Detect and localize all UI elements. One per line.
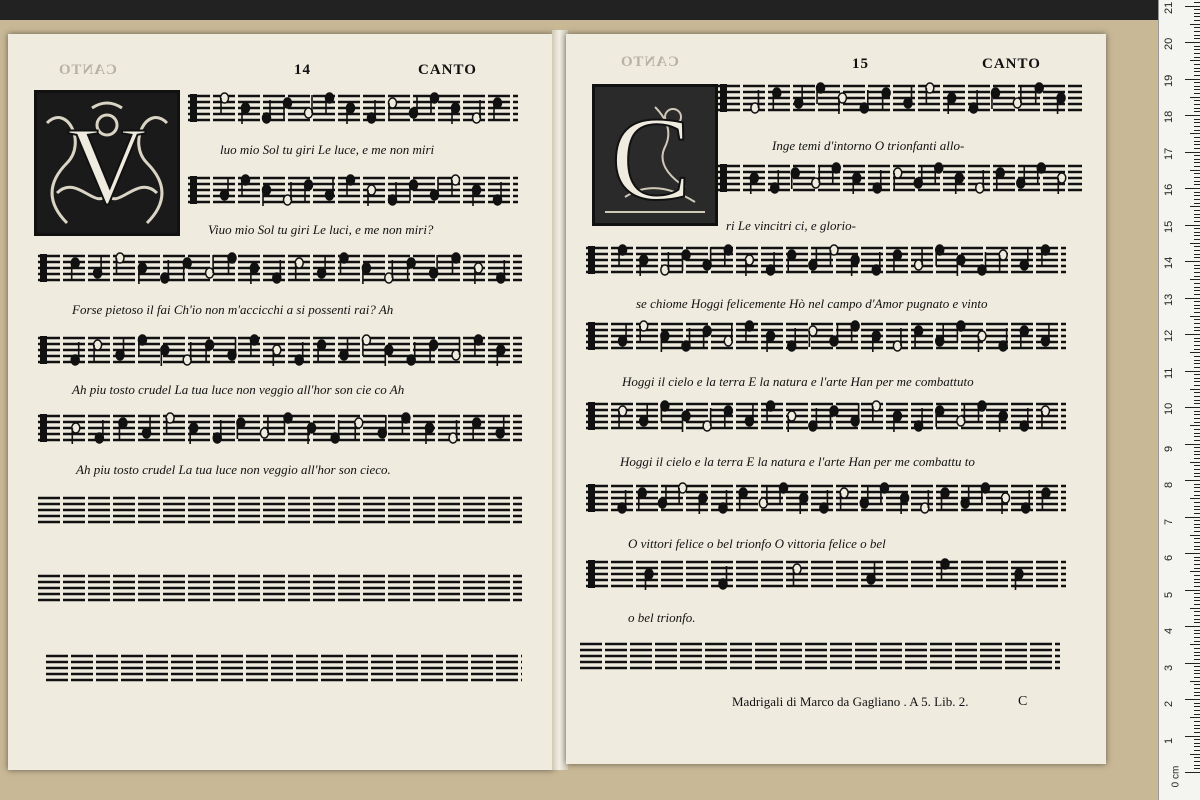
ruler-tick bbox=[1194, 491, 1200, 492]
ruler-tick bbox=[1190, 279, 1200, 280]
ruler-tick bbox=[1194, 235, 1200, 236]
ruler-tick bbox=[1194, 655, 1200, 656]
ruler-tick bbox=[1194, 593, 1200, 594]
ruler-tick bbox=[1185, 152, 1200, 153]
ruler-tick bbox=[1194, 265, 1200, 266]
ruler-tick bbox=[1194, 721, 1200, 722]
ruler-tick bbox=[1194, 582, 1200, 583]
ruler-tick bbox=[1194, 433, 1200, 434]
ruler-tick bbox=[1194, 330, 1200, 331]
ruler-tick bbox=[1185, 590, 1200, 591]
ruler-tick bbox=[1194, 93, 1200, 94]
lyric-line: ri Le vincitri ci, e glorio- bbox=[726, 218, 856, 233]
ruler-tick bbox=[1194, 520, 1200, 521]
ruler-tick bbox=[1194, 228, 1200, 229]
ruler-tick bbox=[1185, 6, 1200, 7]
ruler-tick bbox=[1185, 298, 1200, 299]
ruler-tick bbox=[1194, 250, 1200, 251]
ruler-tick bbox=[1194, 27, 1200, 28]
ruler-tick bbox=[1194, 506, 1200, 507]
ruler-tick bbox=[1194, 429, 1200, 430]
ruler-tick bbox=[1194, 239, 1200, 240]
ruler-tick bbox=[1194, 743, 1200, 744]
ruler-tick bbox=[1194, 13, 1200, 14]
ruler-tick bbox=[1194, 20, 1200, 21]
empty-staff bbox=[46, 650, 522, 682]
background-top bbox=[0, 0, 1200, 22]
show-through-heading: CANTO bbox=[620, 54, 679, 70]
ruler-tick bbox=[1194, 695, 1200, 696]
ruler-tick bbox=[1185, 772, 1200, 773]
ruler-tick bbox=[1185, 736, 1200, 737]
ruler-tick bbox=[1185, 663, 1200, 664]
ruler-tick bbox=[1190, 644, 1200, 645]
ruler-tick bbox=[1194, 312, 1200, 313]
ruler-number: 6 bbox=[1163, 554, 1175, 561]
ruler-tick bbox=[1194, 254, 1200, 255]
ruler-tick bbox=[1194, 89, 1200, 90]
ruler-tick bbox=[1194, 473, 1200, 474]
ruler-tick bbox=[1194, 509, 1200, 510]
ruler-tick bbox=[1190, 352, 1200, 353]
lyric-line: luo mio Sol tu giri Le luce, e me non miri bbox=[220, 142, 435, 157]
ruler-tick bbox=[1194, 531, 1200, 532]
music-staff bbox=[718, 160, 1082, 192]
ruler-tick bbox=[1194, 600, 1200, 601]
ruler-tick bbox=[1194, 710, 1200, 711]
ruler-tick bbox=[1194, 458, 1200, 459]
ruler-tick bbox=[1194, 575, 1200, 576]
ruler-tick bbox=[1194, 728, 1200, 729]
ruler-tick bbox=[1190, 754, 1200, 755]
ruler-tick bbox=[1194, 451, 1200, 452]
ruler-tick bbox=[1194, 746, 1200, 747]
empty-staff bbox=[38, 570, 522, 602]
ruler-tick bbox=[1190, 60, 1200, 61]
ruler-tick bbox=[1194, 16, 1200, 17]
lyric-line: Ah piu tosto crudel La tua luce non veggio all'hor son cieco. bbox=[76, 462, 391, 477]
ruler-tick bbox=[1190, 571, 1200, 572]
ruler-tick bbox=[1194, 137, 1200, 138]
ruler-tick bbox=[1194, 436, 1200, 437]
ruler-tick bbox=[1190, 97, 1200, 98]
music-staff bbox=[586, 318, 1066, 350]
right-page bbox=[566, 34, 1106, 764]
measurement-ruler bbox=[1158, 0, 1200, 800]
ruler-tick bbox=[1194, 82, 1200, 83]
empty-staff bbox=[38, 492, 522, 524]
ruler-tick bbox=[1185, 371, 1200, 372]
ruler-tick bbox=[1194, 257, 1200, 258]
ruler-tick bbox=[1194, 49, 1200, 50]
ruler-tick bbox=[1194, 579, 1200, 580]
ruler-tick bbox=[1190, 133, 1200, 134]
page-number: 14 bbox=[294, 62, 311, 78]
ruler-tick bbox=[1194, 327, 1200, 328]
ruler-tick bbox=[1194, 276, 1200, 277]
ruler-number: 17 bbox=[1163, 147, 1175, 160]
ruler-tick bbox=[1194, 210, 1200, 211]
ruler-tick bbox=[1194, 513, 1200, 514]
ruler-tick bbox=[1194, 68, 1200, 69]
lyric-line: Hoggi il cielo e la terra E la natura e l'arte Han per me combattuto bbox=[622, 374, 974, 389]
ruler-tick bbox=[1194, 385, 1200, 386]
ruler-tick bbox=[1194, 750, 1200, 751]
ruler-tick bbox=[1194, 706, 1200, 707]
ruler-tick bbox=[1194, 597, 1200, 598]
ruler-tick bbox=[1194, 392, 1200, 393]
ruler-tick bbox=[1194, 549, 1200, 550]
ruler-tick bbox=[1194, 360, 1200, 361]
ruler-tick bbox=[1194, 557, 1200, 558]
ruler-tick bbox=[1194, 75, 1200, 76]
ruler-tick bbox=[1194, 38, 1200, 39]
ruler-tick bbox=[1194, 192, 1200, 193]
ruler-tick bbox=[1194, 524, 1200, 525]
music-staff bbox=[38, 250, 522, 282]
ruler-tick bbox=[1194, 666, 1200, 667]
ruler-tick bbox=[1194, 703, 1200, 704]
ruler-unit-label: 0 cm bbox=[1170, 765, 1182, 788]
ruler-tick bbox=[1194, 349, 1200, 350]
voice-label: CANTO bbox=[418, 62, 477, 78]
ruler-tick bbox=[1194, 725, 1200, 726]
ruler-number: 20 bbox=[1163, 37, 1175, 50]
ruler-tick bbox=[1194, 155, 1200, 156]
ruler-tick bbox=[1194, 363, 1200, 364]
ruler-number: 4 bbox=[1163, 627, 1175, 634]
ruler-tick bbox=[1194, 757, 1200, 758]
ruler-tick bbox=[1194, 447, 1200, 448]
ruler-number: 8 bbox=[1163, 481, 1175, 488]
ruler-tick bbox=[1190, 498, 1200, 499]
music-staff bbox=[38, 332, 522, 364]
ruler-tick bbox=[1194, 400, 1200, 401]
signature-mark: C bbox=[1018, 694, 1028, 709]
ruler-tick bbox=[1190, 316, 1200, 317]
ruler-number: 16 bbox=[1163, 183, 1175, 196]
ruler-number: 21 bbox=[1163, 1, 1175, 14]
ruler-tick bbox=[1194, 765, 1200, 766]
decorated-initial bbox=[34, 90, 180, 236]
ruler-tick bbox=[1194, 403, 1200, 404]
ruler-tick bbox=[1194, 130, 1200, 131]
ruler-tick bbox=[1194, 465, 1200, 466]
ruler-tick bbox=[1190, 206, 1200, 207]
ruler-tick bbox=[1194, 144, 1200, 145]
ruler-tick bbox=[1194, 195, 1200, 196]
ruler-tick bbox=[1194, 502, 1200, 503]
music-staff bbox=[38, 410, 522, 442]
ruler-tick bbox=[1190, 389, 1200, 390]
ruler-tick bbox=[1194, 53, 1200, 54]
ruler-tick bbox=[1194, 338, 1200, 339]
ruler-tick bbox=[1194, 71, 1200, 72]
ruler-tick bbox=[1194, 159, 1200, 160]
ruler-tick bbox=[1194, 290, 1200, 291]
ruler-number: 1 bbox=[1163, 737, 1175, 744]
ruler-tick bbox=[1194, 422, 1200, 423]
ruler-tick bbox=[1194, 659, 1200, 660]
ruler-tick bbox=[1194, 268, 1200, 269]
ruler-tick bbox=[1194, 181, 1200, 182]
ruler-tick bbox=[1194, 57, 1200, 58]
ruler-tick bbox=[1194, 546, 1200, 547]
ruler-tick bbox=[1194, 9, 1200, 10]
ruler-tick bbox=[1185, 517, 1200, 518]
ruler-tick bbox=[1194, 177, 1200, 178]
ruler-tick bbox=[1194, 527, 1200, 528]
ruler-tick bbox=[1194, 739, 1200, 740]
ruler-number: 3 bbox=[1163, 664, 1175, 671]
ruler-tick bbox=[1194, 319, 1200, 320]
ruler-tick bbox=[1194, 648, 1200, 649]
initial-letter: V bbox=[67, 105, 147, 227]
ruler-tick bbox=[1194, 560, 1200, 561]
ruler-tick bbox=[1194, 633, 1200, 634]
ruler-tick bbox=[1194, 630, 1200, 631]
ruler-tick bbox=[1194, 414, 1200, 415]
ruler-tick bbox=[1194, 637, 1200, 638]
ruler-tick bbox=[1194, 148, 1200, 149]
lyric-line: Viuo mio Sol tu giri Le luci, e me non miri? bbox=[208, 222, 434, 237]
ruler-tick bbox=[1190, 681, 1200, 682]
ruler-tick bbox=[1194, 141, 1200, 142]
music-staff bbox=[586, 242, 1066, 274]
ruler-tick bbox=[1194, 538, 1200, 539]
ruler-tick bbox=[1194, 214, 1200, 215]
lyric-line: se chiome Hoggi felicemente Hò nel campo d'Amor pugnato e vinto bbox=[636, 296, 988, 311]
ruler-tick bbox=[1194, 100, 1200, 101]
ruler-tick bbox=[1194, 619, 1200, 620]
ruler-tick bbox=[1194, 487, 1200, 488]
ruler-tick bbox=[1194, 104, 1200, 105]
ruler-tick bbox=[1194, 162, 1200, 163]
page-number: 15 bbox=[852, 56, 869, 72]
ruler-tick bbox=[1194, 86, 1200, 87]
ruler-tick bbox=[1194, 622, 1200, 623]
voice-label: CANTO bbox=[982, 56, 1041, 72]
ruler-tick bbox=[1194, 564, 1200, 565]
ruler-tick bbox=[1194, 454, 1200, 455]
ruler-tick bbox=[1194, 46, 1200, 47]
ruler-tick bbox=[1194, 305, 1200, 306]
lyric-line: Hoggi il cielo e la terra E la natura e l'arte Han per me combattu to bbox=[620, 454, 975, 469]
ruler-tick bbox=[1194, 611, 1200, 612]
ruler-tick bbox=[1194, 287, 1200, 288]
ruler-tick bbox=[1194, 308, 1200, 309]
ruler-tick bbox=[1194, 684, 1200, 685]
decorated-initial bbox=[592, 84, 718, 226]
ruler-tick bbox=[1185, 334, 1200, 335]
ruler-tick bbox=[1194, 119, 1200, 120]
ruler-tick bbox=[1194, 692, 1200, 693]
ruler-tick bbox=[1194, 294, 1200, 295]
music-staff bbox=[188, 172, 518, 204]
ruler-tick bbox=[1190, 425, 1200, 426]
ruler-tick bbox=[1194, 31, 1200, 32]
ruler-tick bbox=[1194, 122, 1200, 123]
ruler-tick bbox=[1185, 188, 1200, 189]
ruler-tick bbox=[1194, 688, 1200, 689]
ruler-tick bbox=[1194, 301, 1200, 302]
ruler-tick bbox=[1194, 469, 1200, 470]
lyric-line: Ah piu tosto crudel La tua luce non veggio all'hor son cie co Ah bbox=[72, 382, 405, 397]
ruler-tick bbox=[1194, 341, 1200, 342]
lyric-line: Forse pietoso il fai Ch'io non m'accicchi a si possenti rai? Ah bbox=[72, 302, 394, 317]
ruler-number: 5 bbox=[1163, 591, 1175, 598]
ruler-tick bbox=[1194, 173, 1200, 174]
ruler-tick bbox=[1194, 495, 1200, 496]
initial-letter: C bbox=[610, 92, 692, 223]
ruler-tick bbox=[1194, 272, 1200, 273]
ruler-tick bbox=[1194, 367, 1200, 368]
ruler-tick bbox=[1185, 407, 1200, 408]
ruler-tick bbox=[1185, 225, 1200, 226]
ruler-tick bbox=[1194, 323, 1200, 324]
ruler-tick bbox=[1185, 553, 1200, 554]
ruler-tick bbox=[1194, 378, 1200, 379]
ruler-tick bbox=[1194, 568, 1200, 569]
empty-staff bbox=[580, 638, 1060, 670]
ruler-tick bbox=[1185, 42, 1200, 43]
page-footer: Madrigali di Marco da Gagliano . A 5. Lib. 2. bbox=[732, 694, 969, 709]
ruler-number: 15 bbox=[1163, 220, 1175, 233]
ruler-tick bbox=[1194, 166, 1200, 167]
ruler-tick bbox=[1194, 714, 1200, 715]
ruler-number: 19 bbox=[1163, 74, 1175, 87]
ruler-tick bbox=[1194, 246, 1200, 247]
ruler-tick bbox=[1194, 345, 1200, 346]
show-through-heading: CANTO bbox=[58, 62, 117, 78]
ruler-tick bbox=[1194, 418, 1200, 419]
music-staff bbox=[586, 556, 1066, 588]
ruler-number: 13 bbox=[1163, 293, 1175, 306]
ruler-number: 14 bbox=[1163, 256, 1175, 269]
ruler-tick bbox=[1194, 374, 1200, 375]
ruler-tick bbox=[1190, 462, 1200, 463]
ruler-tick bbox=[1194, 126, 1200, 127]
ruler-tick bbox=[1194, 440, 1200, 441]
ruler-tick bbox=[1194, 615, 1200, 616]
ruler-tick bbox=[1194, 586, 1200, 587]
ruler-tick bbox=[1194, 670, 1200, 671]
ruler-tick bbox=[1194, 411, 1200, 412]
ruler-tick bbox=[1194, 64, 1200, 65]
ruler-number: 11 bbox=[1163, 367, 1175, 379]
music-staff bbox=[586, 480, 1066, 512]
ruler-tick bbox=[1190, 243, 1200, 244]
ruler-tick bbox=[1190, 608, 1200, 609]
left-page bbox=[8, 34, 554, 770]
ruler-tick bbox=[1194, 542, 1200, 543]
music-staff bbox=[718, 80, 1082, 112]
ruler-tick bbox=[1194, 732, 1200, 733]
ruler-tick bbox=[1194, 761, 1200, 762]
ruler-tick bbox=[1194, 768, 1200, 769]
ruler-tick bbox=[1190, 535, 1200, 536]
ruler-number: 12 bbox=[1163, 329, 1175, 342]
ruler-tick bbox=[1194, 203, 1200, 204]
ruler-tick bbox=[1194, 108, 1200, 109]
ruler-tick bbox=[1194, 232, 1200, 233]
ruler-number: 7 bbox=[1163, 518, 1175, 525]
lyric-line: Inge temi d'intorno O trionfanti allo- bbox=[772, 138, 965, 153]
ruler-tick bbox=[1185, 480, 1200, 481]
ruler-tick bbox=[1185, 115, 1200, 116]
ruler-tick bbox=[1194, 484, 1200, 485]
ruler-tick bbox=[1190, 170, 1200, 171]
ruler-number: 10 bbox=[1163, 402, 1175, 415]
ruler-tick bbox=[1190, 717, 1200, 718]
ruler-tick bbox=[1194, 283, 1200, 284]
ruler-tick bbox=[1194, 641, 1200, 642]
music-staff bbox=[188, 90, 518, 122]
lyric-line: O vittori felice o bel trionfo O vittoria felice o bel bbox=[628, 536, 886, 551]
ruler-tick bbox=[1194, 604, 1200, 605]
ruler-tick bbox=[1185, 626, 1200, 627]
ruler-tick bbox=[1194, 221, 1200, 222]
lyric-line: o bel trionfo. bbox=[628, 610, 696, 625]
ruler-tick bbox=[1185, 699, 1200, 700]
ruler-tick bbox=[1194, 476, 1200, 477]
ruler-tick bbox=[1194, 677, 1200, 678]
ruler-tick bbox=[1185, 79, 1200, 80]
music-staff bbox=[586, 398, 1066, 430]
ruler-tick bbox=[1194, 2, 1200, 3]
ruler-tick bbox=[1194, 652, 1200, 653]
ruler-tick bbox=[1194, 356, 1200, 357]
ruler-tick bbox=[1194, 35, 1200, 36]
ruler-tick bbox=[1185, 261, 1200, 262]
ruler-tick bbox=[1190, 24, 1200, 25]
ruler-tick bbox=[1194, 184, 1200, 185]
ruler-number: 2 bbox=[1163, 700, 1175, 707]
ruler-tick bbox=[1185, 444, 1200, 445]
ruler-tick bbox=[1194, 396, 1200, 397]
ruler-tick bbox=[1194, 381, 1200, 382]
ruler-tick bbox=[1194, 673, 1200, 674]
ruler-tick bbox=[1194, 199, 1200, 200]
ruler-number: 18 bbox=[1163, 110, 1175, 123]
ruler-tick bbox=[1194, 217, 1200, 218]
ruler-tick bbox=[1194, 111, 1200, 112]
ruler-number: 9 bbox=[1163, 445, 1175, 452]
